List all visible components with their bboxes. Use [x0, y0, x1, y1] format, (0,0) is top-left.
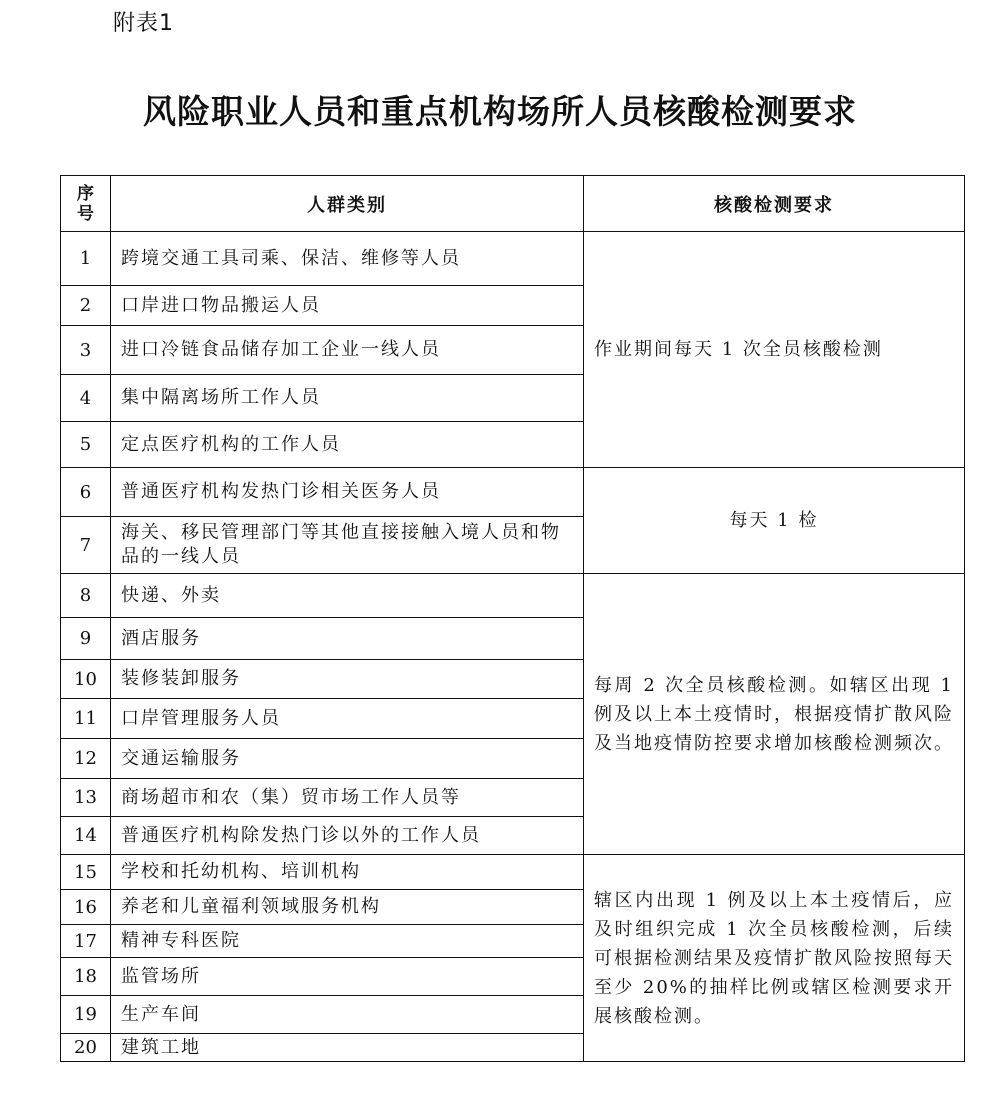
row-group: 监管场所 — [111, 958, 584, 996]
row-group: 普通医疗机构除发热门诊以外的工作人员 — [111, 817, 584, 855]
row-group: 商场超市和农（集）贸市场工作人员等 — [111, 779, 584, 817]
row-number: 16 — [61, 890, 111, 925]
requirement-cell: 每天 1 检 — [584, 468, 965, 574]
row-group: 装修装卸服务 — [111, 660, 584, 699]
row-number: 3 — [61, 326, 111, 375]
row-group: 酒店服务 — [111, 618, 584, 660]
row-number: 1 — [61, 232, 111, 286]
column-header-seq-label: 序号 — [77, 183, 94, 224]
row-group: 海关、移民管理部门等其他直接接触入境人员和物品的一线人员 — [111, 517, 584, 574]
row-number: 13 — [61, 779, 111, 817]
row-group: 进口冷链食品储存加工企业一线人员 — [111, 326, 584, 375]
column-header-seq — [61, 176, 111, 232]
row-group: 快递、外卖 — [111, 574, 584, 618]
row-number: 14 — [61, 817, 111, 855]
row-number: 9 — [61, 618, 111, 660]
table-row — [61, 574, 965, 618]
row-group: 口岸管理服务人员 — [111, 699, 584, 739]
row-number: 8 — [61, 574, 111, 618]
row-number: 5 — [61, 422, 111, 468]
row-number: 18 — [61, 958, 111, 996]
row-group: 口岸进口物品搬运人员 — [111, 286, 584, 326]
requirement-cell: 辖区内出现 1 例及以上本土疫情后，应及时组织完成 1 次全员核酸检测，后续可根据检测结果及疫情扩散风险按照每天至少 20%的抽样比例或辖区检测要求开展核酸检测。 — [584, 855, 965, 1062]
row-group: 普通医疗机构发热门诊相关医务人员 — [111, 468, 584, 517]
column-header-group: 人群类别 — [111, 176, 584, 232]
requirement-cell: 每周 2 次全员核酸检测。如辖区出现 1 例及以上本土疫情时，根据疫情扩散风险及当地疫情防控要求增加核酸检测频次。 — [584, 574, 965, 855]
row-group: 学校和托幼机构、培训机构 — [111, 855, 584, 890]
column-header-requirement: 核酸检测要求 — [584, 176, 965, 232]
row-number: 17 — [61, 925, 111, 958]
table-row — [61, 855, 965, 890]
row-number: 4 — [61, 375, 111, 422]
row-group: 定点医疗机构的工作人员 — [111, 422, 584, 468]
row-group: 生产车间 — [111, 996, 584, 1034]
row-group: 建筑工地 — [111, 1034, 584, 1062]
testing-requirements-table — [60, 175, 965, 1062]
row-number: 15 — [61, 855, 111, 890]
row-number: 7 — [61, 517, 111, 574]
row-group: 集中隔离场所工作人员 — [111, 375, 584, 422]
row-number: 20 — [61, 1034, 111, 1062]
requirement-cell: 作业期间每天 1 次全员核酸检测 — [584, 232, 965, 468]
row-group: 养老和儿童福利领域服务机构 — [111, 890, 584, 925]
row-number: 6 — [61, 468, 111, 517]
table-row — [61, 232, 965, 286]
page-title: 风险职业人员和重点机构场所人员核酸检测要求 — [143, 92, 857, 131]
row-number: 19 — [61, 996, 111, 1034]
row-number: 12 — [61, 739, 111, 779]
table-header-row — [61, 176, 965, 232]
row-number: 11 — [61, 699, 111, 739]
row-number: 2 — [61, 286, 111, 326]
attachment-label: 附表1 — [113, 11, 174, 36]
row-group: 精神专科医院 — [111, 925, 584, 958]
row-number: 10 — [61, 660, 111, 699]
row-group: 交通运输服务 — [111, 739, 584, 779]
row-group: 跨境交通工具司乘、保洁、维修等人员 — [111, 232, 584, 286]
table-row — [61, 468, 965, 517]
